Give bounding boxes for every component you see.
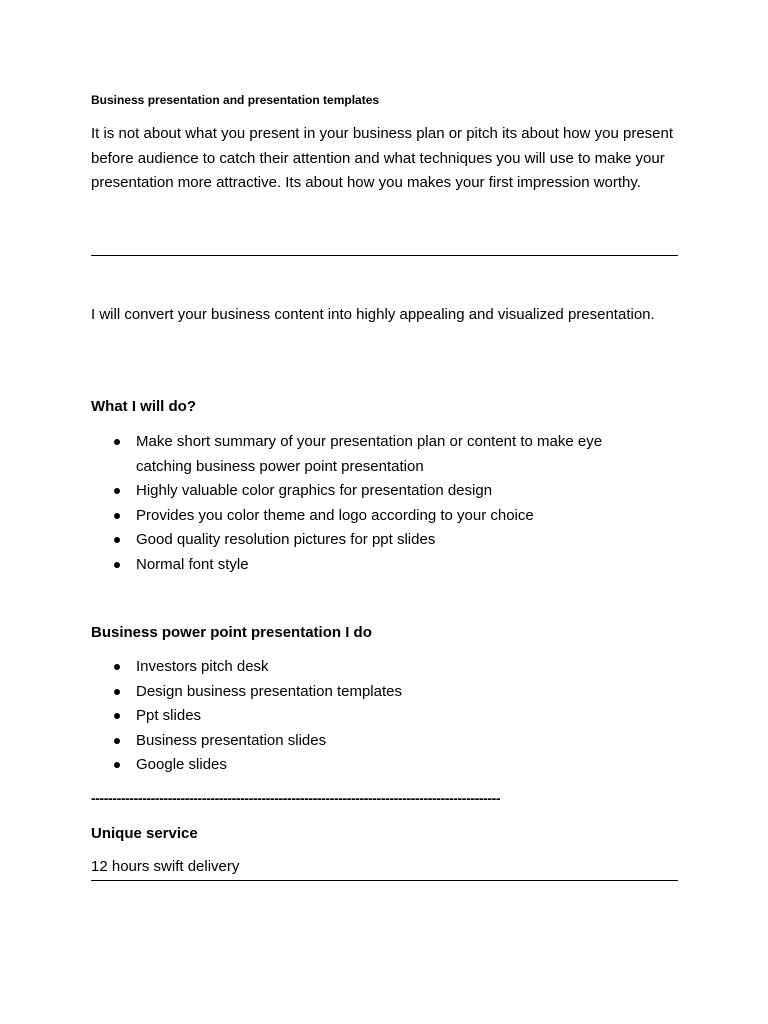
unique-service-heading: Unique service — [91, 825, 198, 842]
list-item: Good quality resolution pictures for ppt slides — [91, 528, 658, 553]
list-item: Make short summary of your presentation plan or content to make eye catching business power point presentation — [91, 430, 658, 479]
dashed-separator: ------------------------------------------------------------------------------------------------ — [91, 790, 501, 806]
bottom-divider-line — [91, 880, 678, 881]
bullet-icon — [114, 664, 120, 670]
business-presentation-list — [91, 655, 658, 778]
bullet-icon — [114, 713, 120, 719]
list-item: Investors pitch desk — [91, 655, 658, 680]
bullet-icon — [114, 513, 120, 519]
list-item: Normal font style — [91, 553, 658, 578]
intro-paragraph: It is not about what you present in your business plan or pitch its about how you present before audience to catch their attention and what techniques you will use to make your presentation more attractive. Its about how you makes your first impression worthy. — [91, 125, 674, 191]
list-item: Highly valuable color graphics for presentation design — [91, 479, 658, 504]
business-presentation-heading: Business power point presentation I do — [91, 624, 372, 641]
document-title: Business presentation and presentation templates — [91, 93, 380, 107]
list-item: Provides you color theme and logo according to your choice — [91, 504, 658, 529]
bullet-icon — [114, 762, 120, 768]
convert-paragraph: I will convert your business content into highly appealing and visualized presentation. — [91, 306, 655, 323]
bullet-icon — [114, 488, 120, 494]
what-i-will-do-heading: What I will do? — [91, 398, 196, 415]
what-i-will-do-list — [91, 430, 658, 578]
list-item: Google slides — [91, 753, 658, 778]
bullet-icon — [114, 689, 120, 695]
bullet-icon — [114, 562, 120, 568]
bullet-icon — [114, 537, 120, 543]
divider-line — [91, 255, 678, 256]
delivery-text: 12 hours swift delivery — [91, 858, 240, 875]
list-item: Ppt slides — [91, 704, 658, 729]
list-item: Design business presentation templates — [91, 680, 658, 705]
list-item: Business presentation slides — [91, 729, 658, 754]
bullet-icon — [114, 439, 120, 445]
bullet-icon — [114, 738, 120, 744]
